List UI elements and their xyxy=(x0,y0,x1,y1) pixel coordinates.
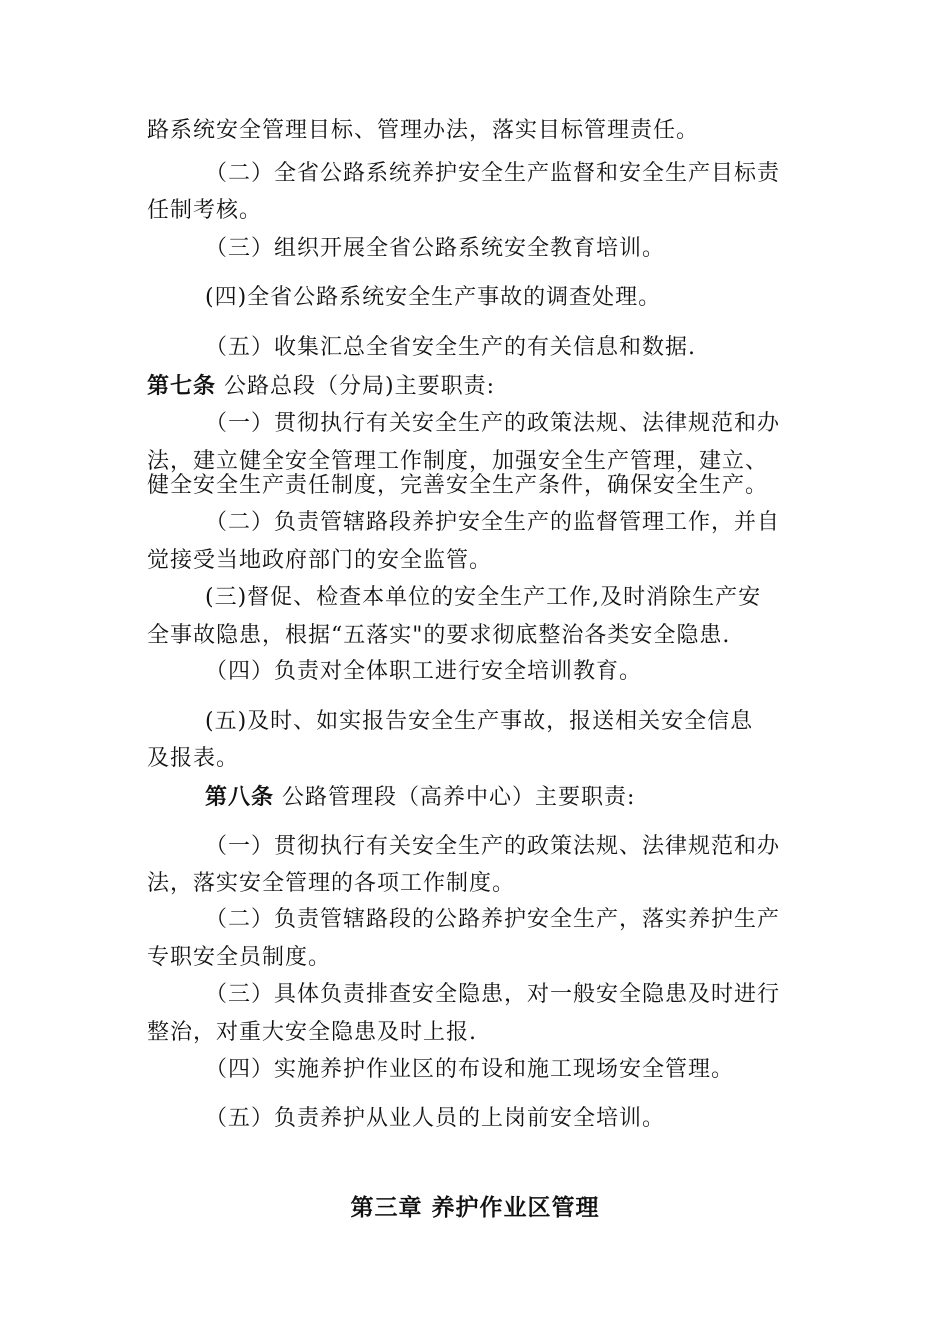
text-line: （四）负责对全体职工进行安全培训教育。 xyxy=(205,659,643,684)
article-7-line xyxy=(147,371,807,402)
article-8-line xyxy=(205,782,807,813)
text-line: (五)及时、如实报告安全生产事故，报送相关安全信息 xyxy=(205,709,754,734)
chapter-title: 第三章 养护作业区管理 xyxy=(350,1194,600,1221)
text-line: 觉接受当地政府部门的安全监管。 xyxy=(147,548,493,573)
text-line: （三）组织开展全省公路系统安全教育培训。 xyxy=(205,236,666,261)
text-line: （二）负责管辖路段的公路养护安全生产，落实养护生产 xyxy=(205,907,781,932)
article-7-title: 第七条 xyxy=(147,373,217,399)
text-line: （二）全省公路系统养护安全生产监督和安全生产目标责 xyxy=(205,161,781,186)
article-8-text: 公路管理段（高养中心）主要职责: xyxy=(282,785,636,810)
text-line: (四)全省公路系统安全生产事故的调查处理。 xyxy=(205,285,662,310)
text-line: （一）贯彻执行有关安全生产的政策法规、法律规范和办 xyxy=(205,834,781,859)
text-line: （三）具体负责排查安全隐患，对一般安全隐患及时进行 xyxy=(205,982,781,1007)
text-line: 及报表。 xyxy=(147,746,240,771)
text-line: 法，落实安全管理的各项工作制度。 xyxy=(147,871,516,896)
text-line: 健全安全生产责任制度，完善安全生产条件，确保安全生产。 xyxy=(147,473,769,498)
article-8-title: 第八条 xyxy=(205,784,275,810)
text-line: 任制考核。 xyxy=(147,198,263,223)
text-line: (三)督促、检查本单位的安全生产工作,及时消除生产安 xyxy=(205,585,762,610)
text-line: （五）收集汇总全省安全生产的有关信息和数据. xyxy=(205,335,696,360)
text-line: （一）贯彻执行有关安全生产的政策法规、法律规范和办 xyxy=(205,411,781,436)
text-line: 全事故隐患，根据“五落实"的要求彻底整治各类安全隐患. xyxy=(147,623,731,648)
text-line: （五）负责养护从业人员的上岗前安全培训。 xyxy=(205,1106,666,1131)
article-7-text: 公路总段（分局)主要职责: xyxy=(224,374,496,399)
text-line: 法，建立健全安全管理工作制度，加强安全生产管理，建立、 xyxy=(147,449,769,474)
text-line: 专职安全员制度。 xyxy=(147,945,332,970)
text-line: 整治，对重大安全隐患及时上报. xyxy=(147,1020,477,1045)
text-line: （四）实施养护作业区的布设和施工现场安全管理。 xyxy=(205,1057,735,1082)
text-line: （二）负责管辖路段养护安全生产的监督管理工作，并自 xyxy=(205,510,781,535)
text-line: 路系统安全管理目标、管理办法，落实目标管理责任。 xyxy=(147,118,700,143)
